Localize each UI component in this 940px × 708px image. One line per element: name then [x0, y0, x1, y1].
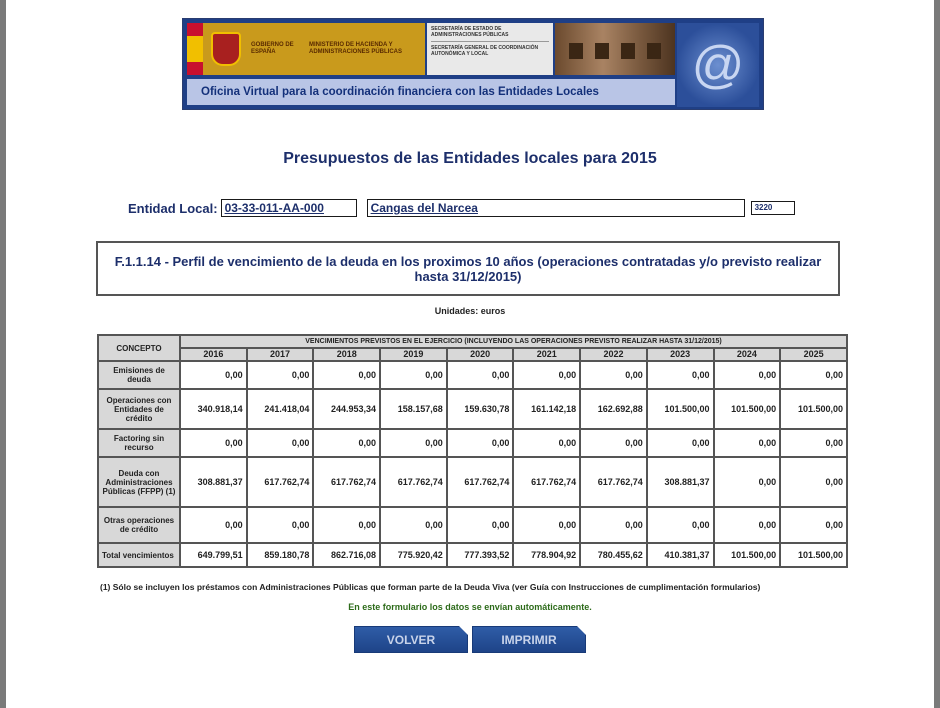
table-cell: 0,00 [313, 429, 380, 457]
row-label: Operaciones con Entidades de crédito [98, 389, 180, 429]
table-cell: 161.142,18 [513, 389, 580, 429]
year-header: 2023 [647, 348, 714, 361]
year-header: 2020 [447, 348, 514, 361]
table-cell: 0,00 [180, 429, 247, 457]
table-row [98, 457, 847, 507]
table-row [98, 429, 847, 457]
year-header: 2021 [513, 348, 580, 361]
table-cell: 0,00 [513, 361, 580, 389]
total-row [98, 543, 847, 567]
table-cell: 0,00 [780, 429, 847, 457]
row-label: Otras operaciones de crédito [98, 507, 180, 543]
table-cell: 0,00 [247, 361, 314, 389]
table-cell: 0,00 [247, 507, 314, 543]
debt-maturity-table [97, 334, 848, 568]
table-cell: 0,00 [313, 507, 380, 543]
table-cell: 0,00 [513, 429, 580, 457]
year-header: 2017 [247, 348, 314, 361]
imprimir-button[interactable]: IMPRIMIR [472, 626, 586, 653]
table-row [98, 507, 847, 543]
secretaria-general-label: SECRETARÍA GENERAL DE COORDINACIÓN AUTONÓMICA Y LOCAL [431, 45, 539, 57]
table-cell: 159.630,78 [447, 389, 514, 429]
table-cell: 0,00 [447, 507, 514, 543]
secretaria-block [427, 23, 553, 75]
years-header-row [98, 348, 847, 361]
table-cell: 0,00 [380, 507, 447, 543]
secretaria-estado-label: SECRETARÍA DE ESTADO DE ADMINISTRACIONES PÚBLICAS [431, 26, 509, 38]
header-banner [182, 18, 764, 110]
spain-flag-icon [187, 23, 203, 75]
table-cell: 101.500,00 [714, 389, 781, 429]
year-header: 2025 [780, 348, 847, 361]
coat-of-arms-icon [211, 32, 241, 66]
row-label: Emisiones de deuda [98, 361, 180, 389]
table-cell: 780.455,62 [580, 543, 647, 567]
table-cell: 777.393,52 [447, 543, 514, 567]
table-cell: 0,00 [714, 361, 781, 389]
entity-name-field: Cangas del Narcea [367, 199, 745, 217]
table-cell: 0,00 [780, 361, 847, 389]
table-row [98, 361, 847, 389]
government-logo-block [187, 23, 425, 75]
row-label: Factoring sin recurso [98, 429, 180, 457]
table-cell: 0,00 [647, 429, 714, 457]
table-cell: 0,00 [714, 507, 781, 543]
table-cell: 859.180,78 [247, 543, 314, 567]
row-label: Deuda con Administraciones Públicas (FFPP) (1) [98, 457, 180, 507]
gobierno-label: GOBIERNO DE ESPAÑA [251, 42, 294, 55]
building-photo [555, 23, 675, 75]
table-row [98, 389, 847, 429]
table-cell: 617.762,74 [447, 457, 514, 507]
page-title: Presupuestos de las Entidades locales para 2015 [283, 150, 657, 167]
table-cell: 0,00 [780, 507, 847, 543]
table-cell: 308.881,37 [180, 457, 247, 507]
year-header: 2022 [580, 348, 647, 361]
table-cell: 101.500,00 [780, 543, 847, 567]
table-cell: 162.692,88 [580, 389, 647, 429]
table-cell: 0,00 [180, 507, 247, 543]
table-cell: 244.953,34 [313, 389, 380, 429]
oficina-virtual-title: Oficina Virtual para la coordinación financiera con las Entidades Locales [187, 79, 675, 105]
table-cell: 101.500,00 [647, 389, 714, 429]
entity-row [128, 199, 795, 217]
table-cell: 101.500,00 [780, 389, 847, 429]
table-cell: 862.716,08 [313, 543, 380, 567]
table-cell: 0,00 [447, 429, 514, 457]
table-cell: 617.762,74 [380, 457, 447, 507]
table-cell: 617.762,74 [513, 457, 580, 507]
table-cell: 0,00 [580, 507, 647, 543]
year-header: 2019 [380, 348, 447, 361]
table-cell: 0,00 [247, 429, 314, 457]
table-cell: 0,00 [647, 361, 714, 389]
table-cell: 0,00 [180, 361, 247, 389]
table-cell: 0,00 [513, 507, 580, 543]
ministerio-label: MINISTERIO DE HACIENDA Y ADMINISTRACIONES PÚBLICAS [309, 42, 403, 55]
table-cell: 649.799,51 [180, 543, 247, 567]
concept-header: CONCEPTO [98, 335, 180, 361]
row-label: Total vencimientos [98, 543, 180, 567]
table-cell: 0,00 [714, 457, 781, 507]
table-cell: 0,00 [447, 361, 514, 389]
table-cell: 158.157,68 [380, 389, 447, 429]
volver-button[interactable]: VOLVER [354, 626, 468, 653]
entity-small-code-field: 3220 [751, 201, 795, 215]
table-cell: 0,00 [313, 361, 380, 389]
group-header: VENCIMIENTOS PREVISTOS EN EL EJERCICIO (INCLUYENDO LAS OPERACIONES PREVISTO REALIZAR HASTA 31/12/2015) [180, 335, 847, 348]
table-cell: 617.762,74 [313, 457, 380, 507]
table-cell: 101.500,00 [714, 543, 781, 567]
table-cell: 410.381,37 [647, 543, 714, 567]
table-cell: 0,00 [780, 457, 847, 507]
table-cell: 775.920,42 [380, 543, 447, 567]
table-cell: 0,00 [580, 429, 647, 457]
entity-code-field: 03-33-011-AA-000 [221, 199, 357, 217]
page [6, 0, 934, 708]
year-header: 2024 [714, 348, 781, 361]
table-cell: 308.881,37 [647, 457, 714, 507]
table-cell: 0,00 [380, 429, 447, 457]
entity-label: Entidad Local: [128, 200, 218, 216]
table-cell: 241.418,04 [247, 389, 314, 429]
table-cell: 778.904,92 [513, 543, 580, 567]
table-cell: 617.762,74 [247, 457, 314, 507]
footnote: (1) Sólo se incluyen los préstamos con Administraciones Públicas que forman parte de la Deuda Viva (ver Guía con Instrucciones de cumplimentación formularios) [100, 582, 761, 592]
table-cell: 340.918,14 [180, 389, 247, 429]
at-sign-icon: @ [677, 23, 759, 107]
table-cell: 0,00 [647, 507, 714, 543]
units-label: Unidades: euros [434, 306, 506, 316]
table-cell: 0,00 [580, 361, 647, 389]
form-title: F.1.1.14 - Perfil de vencimiento de la deuda en los proximos 10 años (operaciones contratadas y/o previsto realizar hasta 31/12/2015) [96, 241, 840, 296]
year-header: 2018 [313, 348, 380, 361]
auto-send-message: En este formulario los datos se envían automáticamente. [348, 602, 592, 612]
year-header: 2016 [180, 348, 247, 361]
table-cell: 0,00 [714, 429, 781, 457]
table-cell: 617.762,74 [580, 457, 647, 507]
table-cell: 0,00 [380, 361, 447, 389]
